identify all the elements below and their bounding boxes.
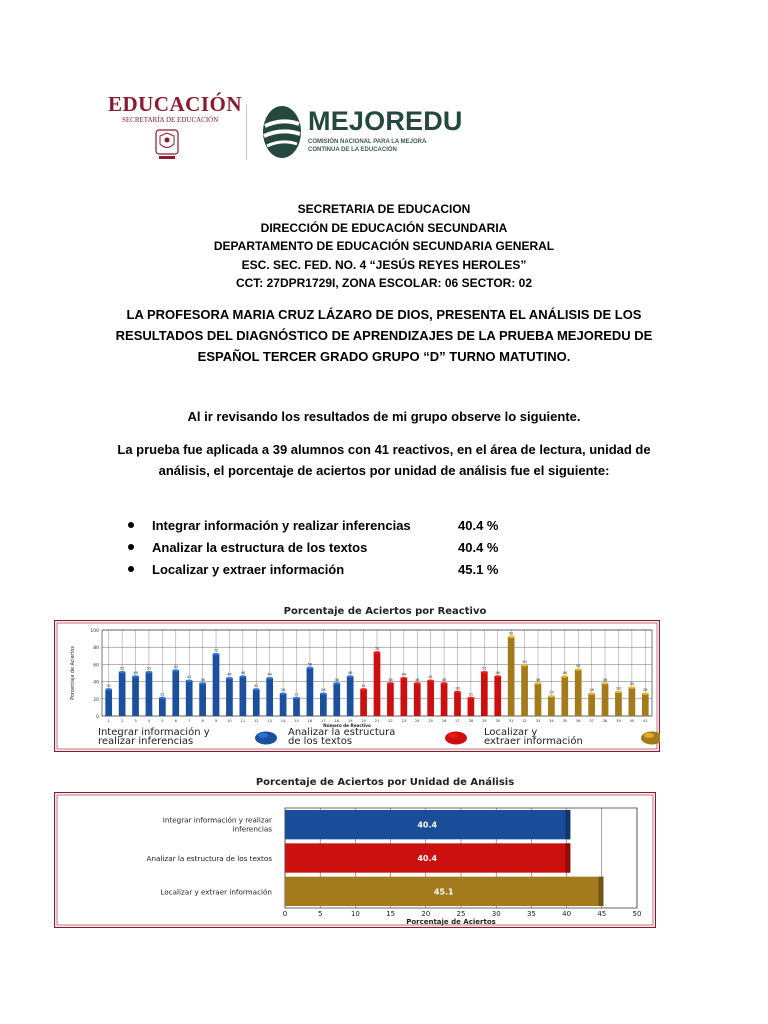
- bar: [548, 696, 555, 716]
- category-label: inferencias: [232, 824, 272, 834]
- x-tick-label: 29: [482, 719, 487, 723]
- bar-data-label: 44: [267, 672, 272, 677]
- logo-divider: [246, 104, 247, 160]
- intro-text: Al ir revisando los resultados de mi grupo observe lo siguiente.: [187, 409, 581, 424]
- bar: [307, 668, 314, 716]
- title-line: ESPAÑOL TERCER GRADO GRUPO “D” TURNO MATUTINO.: [197, 349, 571, 364]
- legend-label: extraer información: [484, 736, 583, 747]
- bar-cap: [266, 677, 273, 679]
- bar: [508, 637, 515, 716]
- bar: [119, 672, 126, 716]
- bar-data-label: 51: [146, 666, 152, 671]
- bar: [494, 676, 501, 716]
- bar: [602, 683, 609, 716]
- list-item-label: Localizar y extraer información: [152, 562, 345, 577]
- bar-cap: [575, 668, 582, 670]
- results-list: [128, 518, 628, 584]
- bar: [213, 654, 220, 716]
- bar: [360, 689, 367, 716]
- x-tick-label: 4: [147, 719, 151, 723]
- bar-data-label: 72: [213, 648, 219, 653]
- bar-data-label: 26: [280, 688, 286, 693]
- bar: [320, 694, 327, 716]
- bar: [441, 683, 448, 716]
- bar: [280, 694, 287, 716]
- bar: [615, 692, 622, 716]
- bar: [642, 694, 649, 716]
- chart2-title: Porcentaje de Aciertos por Unidad de Análisis: [255, 777, 515, 788]
- x-tick-label: 14: [280, 719, 286, 723]
- list-item: [128, 562, 628, 584]
- bar-cap: [320, 692, 327, 694]
- x-tick-label: 34: [549, 719, 554, 723]
- bar-data-label: 45.1: [433, 887, 454, 897]
- x-tick-label: 40: [629, 719, 635, 723]
- x-tick-label: 11: [240, 719, 246, 723]
- bar-data-label: 38: [535, 677, 541, 682]
- x-tick-label: 15: [294, 719, 299, 723]
- bar-cap: [387, 682, 394, 684]
- x-tick-label: 1: [107, 719, 110, 723]
- bar: [347, 676, 354, 716]
- bar: [535, 683, 542, 716]
- mejoredu-subtitle-line1: COMISIÓN NACIONAL PARA LA MEJORA: [308, 139, 427, 145]
- bar: [199, 683, 206, 716]
- bar-data-label: 31: [106, 683, 111, 688]
- bar-data-label: 53: [173, 664, 179, 669]
- educacion-logo-subtitle: SECRETARÍA DE EDUCACIÓN: [122, 116, 219, 124]
- y-tick-label: 40: [93, 680, 99, 686]
- x-tick-label: 26: [441, 719, 447, 723]
- legend-label: de los textos: [288, 736, 353, 747]
- bar-data-label: 46: [240, 670, 246, 675]
- bar-cap: [146, 671, 153, 673]
- educacion-logo-word: EDUCACIÓN: [108, 92, 243, 116]
- coat-of-arms-icon: [150, 126, 184, 162]
- bar-data-label: 31: [253, 683, 259, 688]
- x-tick-label: 2: [120, 719, 124, 723]
- bar: [226, 678, 233, 716]
- x-tick-label: 16: [307, 719, 313, 723]
- bar-cap: [468, 697, 475, 699]
- y-tick-label: 20: [93, 697, 99, 703]
- legend-label: Analizar la estructura: [288, 727, 396, 738]
- bar-cap: [293, 697, 300, 699]
- y-tick-label: 0: [96, 715, 99, 720]
- x-tick-label: 3: [134, 719, 137, 723]
- bar-cap: [132, 675, 139, 677]
- bar-data-label: 38: [602, 677, 608, 682]
- educacion-logo: [100, 88, 243, 168]
- mejoredu-subtitle-line2: CONTINUA DE LA EDUCACIÓN: [308, 147, 397, 153]
- x-tick-label: 15: [386, 910, 396, 918]
- bar: [374, 652, 381, 716]
- x-tick-label: 28: [468, 719, 474, 723]
- bullet-icon: [128, 544, 134, 550]
- bar-data-label: 28: [616, 686, 621, 691]
- x-tick-label: 33: [535, 719, 541, 723]
- list-item-value: 45.1 %: [458, 562, 499, 577]
- header-line: DEPARTAMENTO DE EDUCACIÓN SECUNDARIA GENERAL: [213, 239, 555, 253]
- bar-data-label: 21: [160, 692, 165, 697]
- bar-cap: [347, 675, 354, 677]
- bar-data-label: 26: [589, 688, 594, 693]
- bar-cap: [119, 671, 126, 673]
- bar: [266, 678, 273, 716]
- institution-header: [0, 200, 768, 293]
- bar-data-label: 38: [388, 677, 393, 682]
- bar-cap: [280, 692, 287, 694]
- legend-swatch: [255, 732, 277, 745]
- bar-cap: [454, 691, 461, 693]
- x-tick-label: 9: [214, 719, 218, 723]
- bar-end-shade: [565, 843, 570, 872]
- bar: [105, 689, 112, 716]
- y-tick-label: 80: [93, 646, 99, 652]
- bar-cap: [159, 697, 166, 699]
- bar: [132, 676, 139, 716]
- bar: [387, 683, 394, 716]
- x-tick-label: 40: [562, 910, 572, 918]
- mejoredu-logo: [262, 100, 462, 166]
- bar: [561, 676, 568, 716]
- mejoredu-emblem-icon: [262, 104, 302, 160]
- mejoredu-logo-word: MEJOREDU: [308, 106, 463, 136]
- bar-data-label: 21: [294, 692, 299, 697]
- bar-data-label: 46: [133, 670, 138, 675]
- x-tick-label: 21: [374, 719, 380, 723]
- bar-data-label: 46: [495, 670, 501, 675]
- bar-data-label: 41: [428, 675, 433, 680]
- x-tick-label: 32: [522, 719, 527, 723]
- bar-data-label: 38: [200, 677, 205, 682]
- x-tick-label: 24: [414, 719, 420, 723]
- x-tick-label: 50: [632, 910, 642, 918]
- description-paragraph: [60, 439, 708, 481]
- bar: [172, 670, 179, 716]
- chart1-title: Porcentaje de Aciertos por Reactivo: [283, 606, 487, 617]
- list-item-label: Integrar información y realizar inferencias: [152, 518, 411, 533]
- x-tick-label: 7: [188, 719, 191, 723]
- x-tick-label: 41: [643, 719, 648, 723]
- bar-data-label: 41: [186, 675, 192, 680]
- x-tick-label: 25: [428, 719, 433, 723]
- x-tick-label: 0: [282, 910, 288, 918]
- x-tick-label: 36: [575, 719, 581, 723]
- bar-data-label: 28: [455, 686, 460, 691]
- paragraph-line: análisis, el porcentaje de aciertos por unidad de análisis fue el siguiente:: [158, 463, 610, 478]
- bar-data-label: 31: [361, 683, 366, 688]
- bar-data-label: 92: [508, 631, 514, 636]
- legend-swatch-highlight: [644, 733, 654, 738]
- header-line: CCT: 27DPR1729I, ZONA ESCOLAR: 06 SECTOR: 02: [235, 276, 533, 290]
- bar-cap: [307, 667, 314, 669]
- bar-data-label: 51: [119, 666, 125, 671]
- bar: [253, 689, 260, 716]
- bar-end-shade: [599, 877, 604, 906]
- bar-cap: [427, 680, 434, 682]
- list-item: [128, 540, 628, 562]
- bullet-icon: [128, 522, 134, 528]
- reactivo-bar-chart: [54, 620, 660, 752]
- bar-data-label: 59: [522, 659, 527, 664]
- bar-data-label: 23: [549, 690, 554, 695]
- x-tick-label: 12: [253, 719, 259, 723]
- bar-cap: [642, 692, 649, 694]
- x-tick-label: 25: [456, 910, 466, 918]
- bar-end-shade: [565, 810, 570, 839]
- x-tick-label: 31: [508, 719, 514, 723]
- bar-cap: [360, 688, 367, 690]
- bar: [240, 676, 247, 716]
- header-line: SECRETARIA DE EDUCACION: [297, 202, 471, 216]
- x-tick-label: 37: [589, 719, 594, 723]
- bar: [454, 692, 461, 716]
- legend-label: Integrar información y: [98, 727, 210, 738]
- bar-cap: [253, 688, 260, 690]
- bar: [427, 681, 434, 716]
- bar: [414, 683, 421, 716]
- list-item-value: 40.4 %: [458, 540, 499, 555]
- bar-cap: [588, 692, 595, 694]
- bar-cap: [186, 680, 193, 682]
- bar-data-label: 38: [334, 677, 340, 682]
- bar-cap: [521, 664, 528, 666]
- x-tick-label: 27: [455, 719, 460, 723]
- x-tick-label: 45: [597, 910, 607, 918]
- bar-data-label: 56: [307, 662, 313, 667]
- bar-cap: [213, 653, 220, 655]
- y-tick-label: 100: [90, 629, 99, 634]
- bar-cap: [494, 675, 501, 677]
- paragraph-line: La prueba fue aplicada a 39 alumnos con 41 reactivos, en el área de lectura, unidad de: [117, 442, 651, 457]
- category-label: Integrar información y realizar: [162, 815, 272, 825]
- x-tick-label: 35: [562, 719, 568, 723]
- bar-cap: [414, 682, 421, 684]
- bar-data-label: 38: [414, 677, 420, 682]
- bar-data-label: 44: [227, 672, 232, 677]
- x-tick-label: 5: [161, 719, 164, 723]
- bar-cap: [561, 675, 568, 677]
- bar-cap: [333, 682, 340, 684]
- bar-cap: [548, 695, 555, 697]
- x-tick-label: 13: [267, 719, 272, 723]
- legend-swatch-highlight: [258, 733, 268, 738]
- bar-cap: [226, 677, 233, 679]
- x-tick-label: 39: [616, 719, 621, 723]
- bar-cap: [629, 686, 636, 688]
- legend-label: realizar inferencias: [98, 736, 194, 747]
- bar-data-label: 74: [374, 646, 380, 651]
- bar-data-label: 33: [629, 682, 635, 687]
- bar: [146, 672, 153, 716]
- x-tick-label: 30: [495, 719, 501, 723]
- bar-cap: [172, 669, 179, 671]
- bar-cap: [535, 682, 542, 684]
- x-axis-label: Porcentaje de Aciertos: [406, 918, 496, 926]
- bar: [468, 698, 475, 716]
- bar-data-label: 51: [482, 666, 487, 671]
- bar-data-label: 38: [441, 677, 447, 682]
- legend-label: Localizar y: [484, 727, 538, 738]
- y-axis-label: Porcentaje de Aciertos: [71, 646, 76, 700]
- list-item-value: 40.4 %: [458, 518, 499, 533]
- bar: [159, 698, 166, 716]
- title-line: RESULTADOS DEL DIAGNÓSTICO DE APRENDIZAJES DE LA PRUEBA MEJOREDU DE: [115, 328, 653, 343]
- bar-data-label: 46: [562, 670, 568, 675]
- bar-data-label: 21: [468, 692, 474, 697]
- x-tick-label: 10: [350, 910, 360, 918]
- x-tick-label: 38: [602, 719, 608, 723]
- bar-data-label: 26: [321, 688, 326, 693]
- header-line: DIRECCIÓN DE EDUCACIÓN SECUNDARIA: [260, 220, 508, 235]
- x-tick-label: 19: [347, 719, 353, 723]
- legend-swatch-highlight: [448, 733, 458, 738]
- x-tick-label: 30: [491, 910, 501, 918]
- bar-cap: [441, 682, 448, 684]
- x-axis-label: Número de Reactivo: [323, 723, 371, 728]
- bar: [629, 688, 636, 716]
- bar-data-label: 46: [347, 670, 353, 675]
- bar-cap: [481, 671, 488, 673]
- bar-data-label: 40.4: [417, 820, 438, 830]
- bar-data-label: 44: [401, 672, 407, 677]
- bar: [400, 678, 407, 716]
- x-tick-label: 6: [174, 719, 177, 723]
- bar: [588, 694, 595, 716]
- bar-data-label: 40.4: [417, 854, 438, 863]
- bar-data-label: 54: [575, 664, 581, 669]
- x-tick-label: 8: [201, 719, 204, 723]
- bar-cap: [602, 682, 609, 684]
- x-tick-label: 20: [421, 910, 431, 918]
- bar-cap: [400, 677, 407, 679]
- category-label: Localizar y extraer información: [160, 887, 272, 897]
- bar: [481, 672, 488, 716]
- list-item: [128, 518, 628, 540]
- legend-swatch: [445, 732, 467, 745]
- bar: [186, 681, 193, 716]
- x-tick-label: 18: [334, 719, 340, 723]
- mejoredu-logo-subtitle: [308, 138, 426, 154]
- title-line: LA PROFESORA MARIA CRUZ LÁZARO DE DIOS, PRESENTA EL ANÁLISIS DE LOS: [126, 307, 642, 322]
- bar-cap: [240, 675, 247, 677]
- x-tick-label: 10: [227, 719, 232, 723]
- list-item-label: Analizar la estructura de los textos: [152, 540, 368, 555]
- x-tick-label: 5: [317, 910, 323, 918]
- bar: [293, 698, 300, 716]
- bullet-icon: [128, 566, 134, 572]
- y-tick-label: 60: [93, 663, 99, 669]
- x-tick-label: 20: [361, 719, 366, 723]
- bar: [575, 670, 582, 716]
- category-label: Analizar la estructura de los textos: [146, 854, 272, 863]
- bar-data-label: 26: [643, 688, 648, 693]
- bar: [333, 683, 340, 716]
- bar: [521, 665, 528, 716]
- x-tick-label: 22: [388, 719, 393, 723]
- header-line: ESC. SEC. FED. NO. 4 “JESÚS REYES HEROLES”: [241, 257, 527, 272]
- unidad-bar-chart: [54, 792, 656, 928]
- bar-cap: [508, 636, 515, 638]
- bar-cap: [199, 682, 206, 684]
- bar-cap: [105, 688, 112, 690]
- x-tick-label: 17: [321, 719, 326, 723]
- bar-cap: [615, 691, 622, 693]
- document-title: [90, 304, 678, 367]
- x-tick-label: 23: [401, 719, 407, 723]
- x-tick-label: 35: [526, 910, 536, 918]
- bar-cap: [374, 651, 381, 653]
